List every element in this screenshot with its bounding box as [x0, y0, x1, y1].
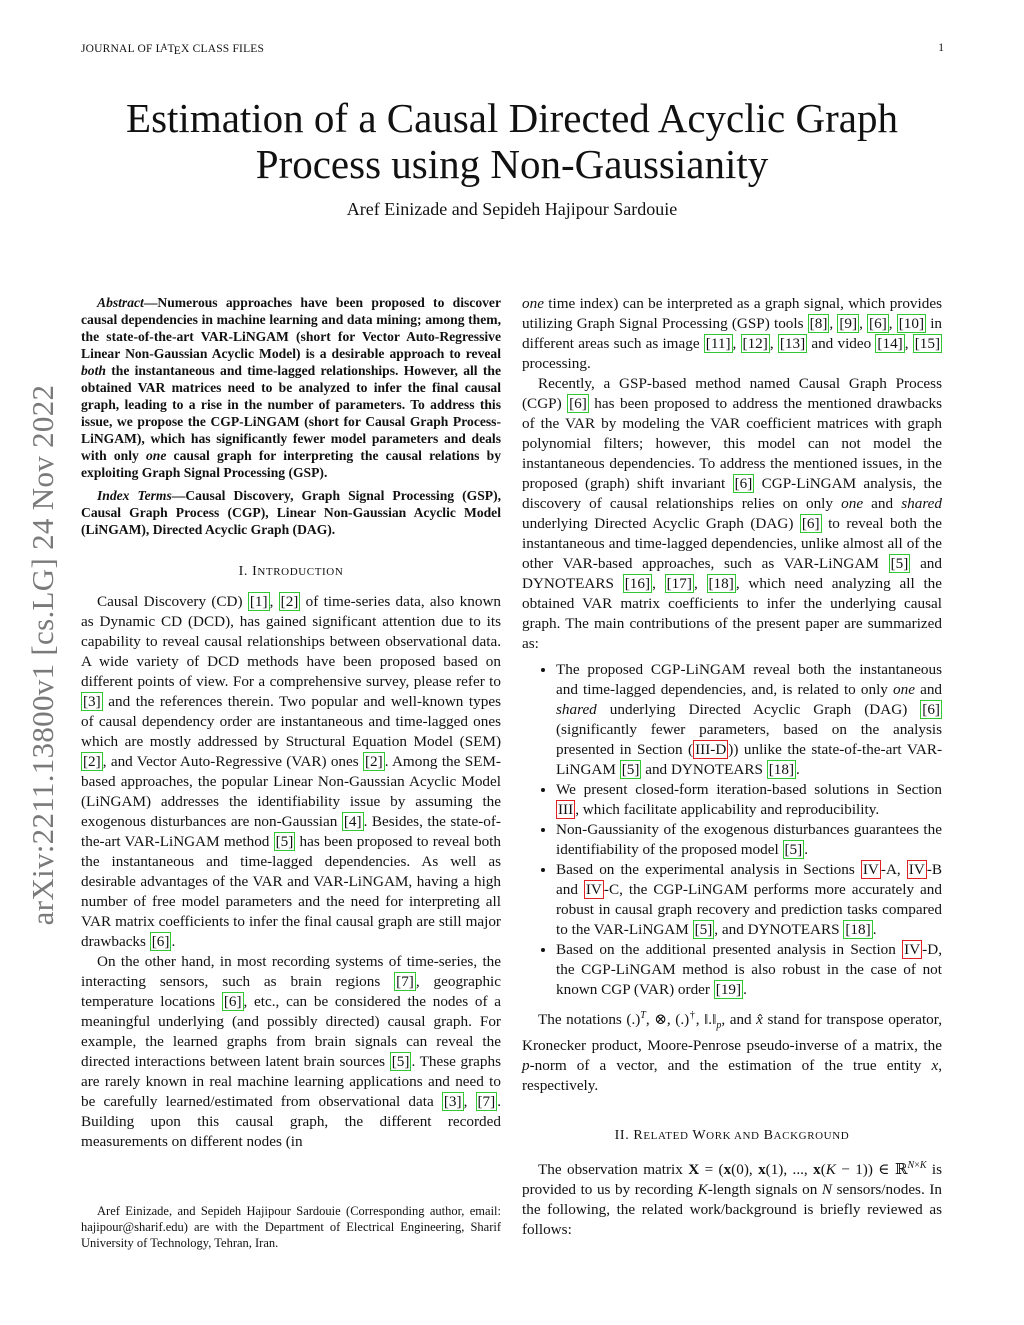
list-item: • Based on the additional presented analysis in Section IV -D, the CGP-LiNGAM method is also robust in the case of not known CGP (VAR) order [19] . — [556, 940, 942, 1000]
list-item: • Non-Gaussianity of the exogenous disturbances guarantees the identifiability of the proposed model [5] . — [556, 820, 942, 860]
left-column — [81, 294, 501, 1152]
footnote-text: Aref Einizade, and Sepideh Hajipour Sardouie (Corresponding author, email: hajipour@sharif.edu) are with the Department of Electrical Engineering, Sharif University of Technology, Tehran, Iran. — [81, 1204, 501, 1250]
right-column — [522, 294, 942, 1240]
page-number: 1 — [938, 42, 944, 54]
index-terms: Index Terms—Causal Discovery, Graph Signal Processing (GSP), Causal Graph Process (CGP), Linear Non-Gaussian Acyclic Model (LiNGAM), Directed Acyclic Graph (DAG). — [81, 488, 501, 537]
paper-authors: Aref Einizade and Sepideh Hajipour Sardouie — [346, 199, 678, 219]
index-terms-lead: Index Terms — [97, 488, 172, 503]
abstract-lead: Abstract — [97, 295, 144, 310]
list-item: • Based on the experimental analysis in Sections IV -A, IV -B and IV -C, the CGP-LiNGAM performs more accurately and robust in causal graph recovery and prediction tasks compared to the VAR-LiNGAM [5] , and DYNOTEARS [18] . — [556, 860, 942, 940]
intro-paragraph-1: Causal Discovery (CD) [1] , [2] of time-series data, also known as Dynamic CD (DCD), has gained significant attention due to its capability to reveal causal relationships between observational data. A wide variety of DCD methods have been proposed based on different points of view. For a comprehensive survey, please refer to [3] and the references therein. Two popular and well-known types of causal dependency order are instantaneous and time-lagged ones which are mostly addressed by Structural Equation Model (SEM) [2] , and Vector Auto-Regressive (VAR) ones [2] . Among the SEM-based approaches, the popular Linear Non-Gaussian Acyclic Model (LiNGAM) addresses the identifiability issue by assuming the exogenous disturbances are non-Gaussian [4] . Besides, the state-of-the-art VAR-LiNGAM method [5] has been proposed to reveal both the instantaneous and time-lagged dependencies. As well as desirable advantages of the VAR and VAR-LiNGAM, having a high number of free model parameters and the need for interpreting all VAR matrix coefficients to infer the final causal graph are still major drawbacks [6] . — [81, 593, 502, 950]
right-paragraph-1: one time index) can be interpreted as a graph signal, which provides utilizing Graph Signal Processing (GSP) tools [8] , [9] , [6] , [10] in different areas such as image [11] , [12] , [13] and video [14] , [15] processing. — [522, 295, 943, 372]
right-paragraph-2: Recently, a GSP-based method named Causal Graph Process (CGP) [6] has been proposed to address the mentioned drawbacks of the VAR by modeling the VAR coefficient matrices with graph polynomial filters; however, this model can not model the instantaneous dependencies. To address the mentioned issues, in the proposed (graph) shift invariant [6] CGP-LiNGAM analysis, the discovery of causal relationships relies on only one and shared underlying Directed Acyclic Graph (DAG) [6] to reveal both the instantaneous and time-lagged dependencies, unlike almost all of the other VAR-based approaches, such as VAR-LiNGAM [5] and DYNOTEARS [16] , [17] , [18] , which need analyzing all the obtained VAR matrix coefficients to infer the underlying causal graph. The main contributions of the present paper are summarized as: — [522, 375, 942, 652]
contributions-list — [522, 660, 942, 1000]
section-heading-related-work: II. RELATED WORK AND BACKGROUND — [614, 1128, 850, 1144]
running-header: JOURNAL OF LATEX CLASS FILES — [81, 42, 265, 57]
section-heading-introduction: I. INTRODUCTION — [238, 564, 344, 579]
notation-paragraph: The notations (.)$^T$, ⊗, (.)†, $‖.‖_p$, and x̂ stand for transpose operator, Kronecker product, Moore-Penrose pseudo-inverse of a matrix, the p-norm of a vector, and the estimation of the true entity x, respectively. — [522, 1010, 943, 1095]
list-item: • The proposed CGP-LiNGAM reveal both the instantaneous and time-lagged dependencies, and, is related to only one and shared underlying Directed Acyclic Graph (DAG) [6] (significantly fewer parameters, based on the analysis presented in Section ( III-D )) unlike the state-of-the-art VAR-LiNGAM [5] and DYNOTEARS [18] . — [556, 660, 942, 780]
arxiv-stamp[interactable] — [16, 360, 70, 950]
abstract: Abstract—Numerous approaches have been proposed to discover causal dependencies in machine learning and data mining; among them, the state-of-the-art VAR-LiNGAM (short for Vector Auto-Regressive Linear Non-Gaussian Acyclic Model) is a desirable approach to reveal both the instantaneous and time-lagged relationships. However, all the obtained VAR matrices need to be analyzed to infer the final causal graph, leading to a rise in the number of parameters. To address this issue, we propose the CGP-LiNGAM (short for Causal Graph Process-LiNGAM), which has significantly fewer model parameters and deals with only one causal graph for interpreting the causal relations by exploiting Graph Signal Processing (GSP). — [81, 295, 501, 480]
paper-title: Estimation of a Causal Directed Acyclic Graph Process using Non-Gaussianity — [126, 95, 898, 187]
related-paragraph: The observation matrix X = (x(0), x(1), ..., x(K − 1)) ∈ ℝ$^{N\times K}$ is provided to us by recording K-length signals on N sensors/nodes. In the following, the related work/background is briefly reviewed as follows: — [522, 1160, 943, 1239]
footnote — [81, 1203, 501, 1251]
intro-paragraph-2: On the other hand, in most recording systems of time-series, the interacting sensors, such as brain regions [7] , geographic temperature locations [6] , etc., can be considered the nodes of a meaningful underlying (and possibly directed) causal graph. For example, the learned graphs from brain signals can reveal the directed interactions between latent brain sources [5] . These graphs are rarely known in real machine learning applications and need to be carefully learned/estimated from observational data [3] , [7] . Building upon this causal graph, the different recorded measurements on different nodes (in — [81, 953, 502, 1150]
list-item: • We present closed-form iteration-based solutions in Section III , which facilitate applicability and reproducibility. — [556, 780, 942, 820]
arxiv-stamp-text: arXiv:2211.13800v1 [cs.LG] 24 Nov 2022 — [25, 384, 60, 926]
